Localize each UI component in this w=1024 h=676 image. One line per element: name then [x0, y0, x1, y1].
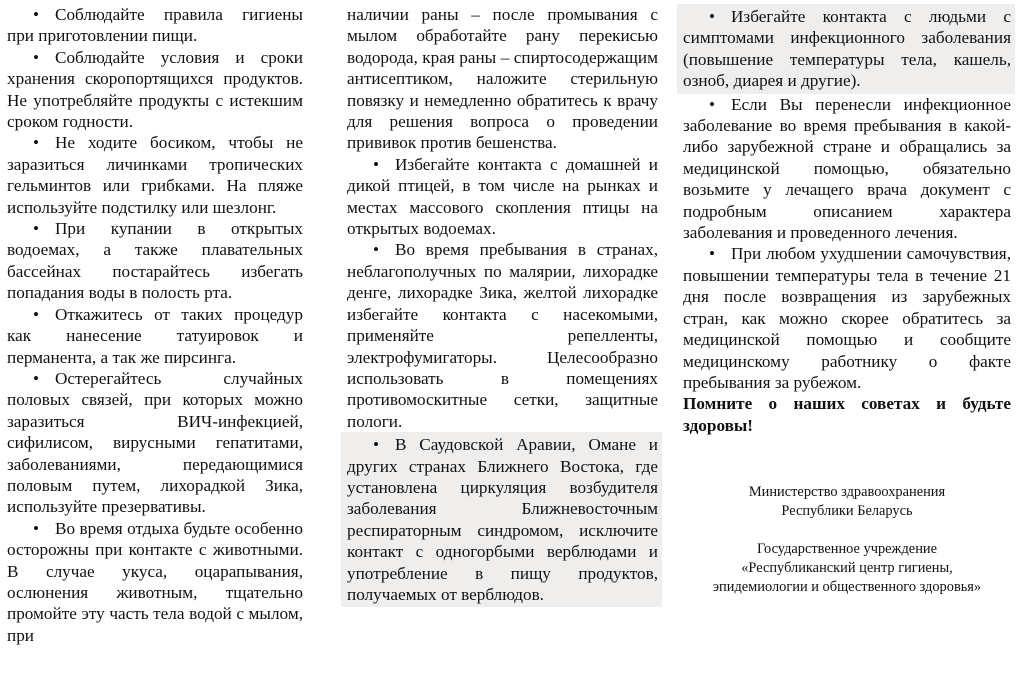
footer-credits — [683, 483, 1011, 597]
list-item: • Остерегайтесь случайных половых связей, при которых можно заразиться ВИЧ-инфекцией, сифилисом, вирусными гепатитами, заболеваниями, передающимися половым путем, лихорадкой Зика, используйте презервативы. — [7, 368, 303, 517]
list-item: • Избегайте контакта с домашней и дикой птицей, в том числе на рынках и местах массового скопления птицы на открытых водоемах. — [347, 154, 658, 239]
institution-line-3: эпидемиологии и общественного здоровья» — [712, 579, 982, 596]
column-1 — [7, 4, 303, 646]
list-item: • Если Вы перенесли инфекционное заболевание во время пребывания в какой-либо зарубежной стране и обращались за медицинской помощью, обязательно возьмите у лечащего врача документ с подробным описанием характера заболевания и проведенного лечения. — [683, 94, 1011, 243]
list-item-highlighted: • В Саудовской Аравии, Омане и других странах Ближнего Востока, где установлена циркуляция возбудителя заболевания Ближневосточным респираторным синдромом, исключите контакт с одногорбыми верблюдами и употребление в пищу продуктов, получаемых от верблюдов. — [341, 432, 662, 607]
bullet-icon: • — [33, 304, 40, 324]
list-item: • Не ходите босиком, чтобы не заразиться личинками тропических гельминтов или грибками. На пляже используйте подстилку или шезлонг. — [7, 133, 303, 217]
list-item-highlighted: • Избегайте контакта с людьми с симптомами инфекционного заболевания (повышение температуры тела, кашель, озноб, диарея и другие). — [677, 4, 1015, 94]
list-item: • Во время пребывания в странах, неблагополучных по малярии, лихорадке денге, лихорадке Зика, желтой лихорадке избегайте контакта с насекомыми, применяйте репелленты, электрофумигаторы. Целесообразно использовать в помещениях противомоскитные сетки, защитные пологи. — [347, 240, 658, 431]
bullet-icon: • — [33, 518, 40, 538]
ministry-line-1: Министерство здравоохранения — [748, 484, 946, 501]
bullet-icon: • — [709, 244, 716, 264]
bullet-icon: • — [33, 219, 40, 239]
bullet-icon: • — [33, 5, 40, 24]
list-item: • Откажитесь от таких процедур как нанесение татуировок и перманента, а так же пирсинга. — [7, 304, 303, 367]
bullet-icon: • — [33, 133, 40, 153]
column-2 — [347, 4, 658, 607]
list-item: • При купании в открытых водоемах, а также плавательных бассейнах постарайтесь избегать попадания воды в полость рта. — [7, 219, 303, 303]
bullet-icon: • — [373, 435, 380, 455]
list-item: • Соблюдайте правила гигиены при приготовлении пищи. — [7, 5, 303, 46]
bullet-icon: • — [33, 47, 40, 67]
column-3 — [683, 4, 1011, 597]
institution-line-1: Государственное учреждение — [757, 541, 937, 558]
bullet-icon: • — [373, 240, 380, 260]
list-item-continuation: наличии раны – после промывания с мылом обработайте рану перекисью водорода, края раны – спиртосодержащим антисептиком, наложите стерильную повязку и немедленно обратитесь к врачу для решения вопроса о проведении прививок против бешенства. — [347, 5, 658, 153]
list-item: • При любом ухудшении самочувствия, повышении температуры тела в течение 21 дня после возвращения из зарубежных стран, как можно скорее обратитесь за медицинской помощью и сообщите медицинскому работнику о факте пребывания за рубежом. — [683, 244, 1011, 392]
list-item: • Во время отдыха будьте особенно осторожны при контакте с животными. В случае укуса, оцарапывания, ослюнения животным, тщательно промойте эту часть тела водой с мылом, при — [7, 518, 303, 645]
bullet-icon: • — [709, 94, 716, 114]
bullet-icon: • — [709, 7, 716, 26]
bullet-icon: • — [373, 154, 380, 174]
list-item: • Соблюдайте условия и сроки хранения скоропортящихся продуктов. Не употребляйте продукты с истекшим сроком годности. — [7, 47, 303, 132]
institution-line-2: «Республиканский центр гигиены, — [741, 560, 953, 577]
ministry-line-2: Республики Беларусь — [781, 503, 913, 520]
closing-remark: Помните о наших советах и будьте здоровы! — [683, 394, 1011, 435]
bullet-icon: • — [33, 368, 40, 388]
